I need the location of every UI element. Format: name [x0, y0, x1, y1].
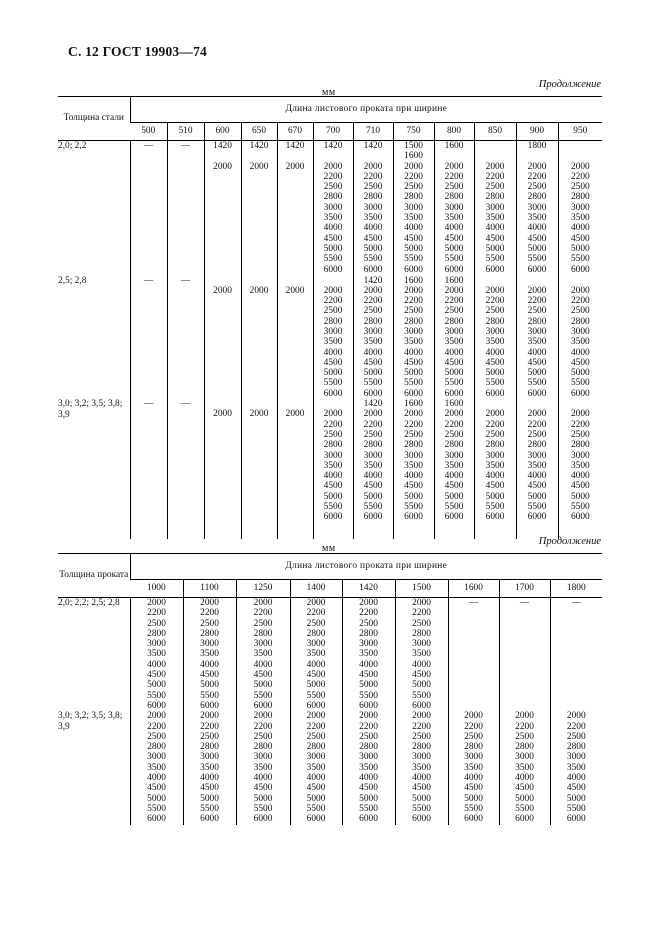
length-cell: 2000 2200 2500 2800 3000 3500 4000 4500 5000 5500 6000	[183, 711, 236, 824]
length-cell: 1420 2000	[277, 141, 313, 276]
length-cell: 2000 2200 2500 2800 3000 3500 4000 4500 5000 5500 6000	[474, 399, 516, 539]
length-cell: —	[130, 276, 167, 400]
length-cell: 1500 1600 2000 2200 2500 2800 3000 3500 4000 4500 5000 5500 6000	[393, 141, 434, 276]
length-cell: 1420 2000	[241, 141, 277, 276]
width-header: 510	[167, 123, 204, 141]
length-cell: 2000 2200 2500 2800 3000 3500 4000 4500 5000 5500 6000	[236, 598, 290, 712]
width-header: 1600	[448, 580, 499, 598]
width-header: 1000	[130, 580, 183, 598]
width-header: 650	[241, 123, 277, 141]
length-cell: 2000 2200 2500 2800 3000 3500 4000 4500 5000 5500 6000	[474, 276, 516, 400]
length-cell: —	[130, 141, 167, 276]
col-header-length: Длина листового проката при ширине	[130, 554, 602, 580]
length-cell: 2000	[241, 399, 277, 539]
width-header: 1700	[499, 580, 550, 598]
width-header: 1250	[236, 580, 290, 598]
length-cell: 2000 2200 2500 2800 3000 3500 4000 4500 5000 5500 6000	[342, 598, 395, 712]
continuation-label: Продолжение	[538, 79, 601, 90]
length-table-1	[58, 96, 602, 539]
length-cell: —	[167, 141, 204, 276]
length-cell: 2000 2200 2500 2800 3000 3500 4000 4500 5000 5500 6000	[313, 399, 353, 539]
col-header-length: Длина листового проката при ширине	[130, 97, 602, 123]
length-cell: 1600 2000 2200 2500 2800 3000 3500 4000 4500 5000 5500 6000	[393, 276, 434, 400]
length-cell: 1800 2000 2200 2500 2800 3000 3500 4000 4500 5000 5500 6000	[516, 141, 558, 276]
length-cell: 2000	[277, 276, 313, 400]
length-cell: 1600 2000 2200 2500 2800 3000 3500 4000 4500 5000 5500 6000	[434, 141, 474, 276]
length-table-2	[58, 553, 602, 825]
length-cell: 2000	[204, 399, 241, 539]
thickness-cell: 2,5; 2,8	[58, 275, 87, 286]
length-cell: 2000 2200 2500 2800 3000 3500 4000 4500 5000 5500 6000	[183, 598, 236, 712]
width-header: 1500	[395, 580, 448, 598]
width-header: 670	[277, 123, 313, 141]
length-cell: 2000 2200 2500 2800 3000 3500 4000 4500 5000 5500 6000	[290, 598, 342, 712]
width-header: 900	[516, 123, 558, 141]
width-header: 850	[474, 123, 516, 141]
length-cell: 1420 2000 2200 2500 2800 3000 3500 4000 4500 5000 5500 6000	[353, 399, 393, 539]
length-cell: —	[167, 399, 204, 539]
length-cell: 2000 2200 2500 2800 3000 3500 4000 4500 5000 5500 6000	[516, 399, 558, 539]
length-cell: 1420 2000 2200 2500 2800 3000 3500 4000 4500 5000 5500 6000	[353, 141, 393, 276]
width-header: 500	[130, 123, 167, 141]
length-cell: —	[550, 598, 602, 712]
width-header: 1800	[550, 580, 602, 598]
width-header: 750	[393, 123, 434, 141]
width-header: 800	[434, 123, 474, 141]
length-cell: 2000 2200 2500 2800 3000 3500 4000 4500 5000 5500 6000	[474, 141, 516, 276]
length-cell: 2000	[204, 276, 241, 400]
length-cell: 2000 2200 2500 2800 3000 3500 4000 4500 5000 5500 6000	[290, 711, 342, 824]
width-header: 950	[558, 123, 602, 141]
length-cell: 1420 2000 2200 2500 2800 3000 3500 4000 4500 5000 5500 6000	[313, 141, 353, 276]
length-cell: 2000 2200 2500 2800 3000 3500 4000 4500 5000 5500 6000	[558, 276, 602, 400]
length-cell: 2000 2200 2500 2800 3000 3500 4000 4500 5000 5500 6000	[558, 399, 602, 539]
length-cell: 2000	[277, 399, 313, 539]
length-cell: 1600 2000 2200 2500 2800 3000 3500 4000 4500 5000 5500 6000	[393, 399, 434, 539]
thickness-cell: 3,0; 3,2; 3,5; 3,8; 3,9	[58, 711, 123, 732]
unit-label: мм	[322, 543, 336, 554]
length-cell: 2000 2200 2500 2800 3000 3500 4000 4500 5000 5500 6000	[395, 711, 448, 824]
col-header-thickness: Толщина проката	[58, 554, 130, 598]
table-row	[58, 711, 602, 824]
length-cell: 2000 2200 2500 2800 3000 3500 4000 4500 5000 5500 6000	[516, 276, 558, 400]
length-cell: 2000 2200 2500 2800 3000 3500 4000 4500 5000 5500 6000	[342, 711, 395, 824]
width-header: 1420	[342, 580, 395, 598]
thickness-cell: 2,0; 2,2; 2,5; 2,8	[58, 598, 120, 608]
length-cell: —	[167, 276, 204, 400]
width-header: 600	[204, 123, 241, 141]
length-cell: 2000 2200 2500 2800 3000 3500 4000 4500 5000 5500 6000	[395, 598, 448, 712]
page-title: С. 12 ГОСТ 19903—74	[68, 44, 207, 59]
length-cell: 1420 2000 2200 2500 2800 3000 3500 4000 4500 5000 5500 6000	[353, 276, 393, 400]
table-row	[58, 141, 602, 276]
width-header: 1400	[290, 580, 342, 598]
unit-label: мм	[322, 87, 336, 98]
thickness-cell: 3,0; 3,2; 3,5; 3,8; 3,9	[58, 399, 123, 420]
thickness-cell: 2,0; 2,2	[58, 141, 87, 151]
width-header: 710	[353, 123, 393, 141]
length-cell: —	[448, 598, 499, 712]
length-cell: —	[499, 598, 550, 712]
length-cell: 2000 2200 2500 2800 3000 3500 4000 4500 5000 5500 6000	[130, 711, 183, 824]
length-cell: 2000 2200 2500 2800 3000 3500 4000 4500 5000 5500 6000	[558, 141, 602, 276]
length-cell: 2000 2200 2500 2800 3000 3500 4000 4500 5000 5500 6000	[550, 711, 602, 824]
col-header-thickness: Толщина стали	[58, 97, 130, 141]
length-cell: 2000 2200 2500 2800 3000 3500 4000 4500 5000 5500 6000	[130, 598, 183, 712]
continuation-label: Продолжение	[538, 536, 601, 547]
length-cell: 1420 2000	[204, 141, 241, 276]
table-row	[58, 276, 602, 400]
length-cell: —	[130, 399, 167, 539]
length-cell: 2000 2200 2500 2800 3000 3500 4000 4500 5000 5500 6000	[236, 711, 290, 824]
table-row	[58, 598, 602, 712]
length-cell: 2000	[241, 276, 277, 400]
length-cell: 2000 2200 2500 2800 3000 3500 4000 4500 5000 5500 6000	[313, 276, 353, 400]
width-header: 1100	[183, 580, 236, 598]
table-row	[58, 399, 602, 539]
length-cell: 1600 2000 2200 2500 2800 3000 3500 4000 4500 5000 5500 6000	[434, 276, 474, 400]
width-header: 700	[313, 123, 353, 141]
length-cell: 2000 2200 2500 2800 3000 3500 4000 4500 5000 5500 6000	[448, 711, 499, 824]
length-cell: 2000 2200 2500 2800 3000 3500 4000 4500 5000 5500 6000	[499, 711, 550, 824]
length-cell: 1600 2000 2200 2500 2800 3000 3500 4000 4500 5000 5500 6000	[434, 399, 474, 539]
